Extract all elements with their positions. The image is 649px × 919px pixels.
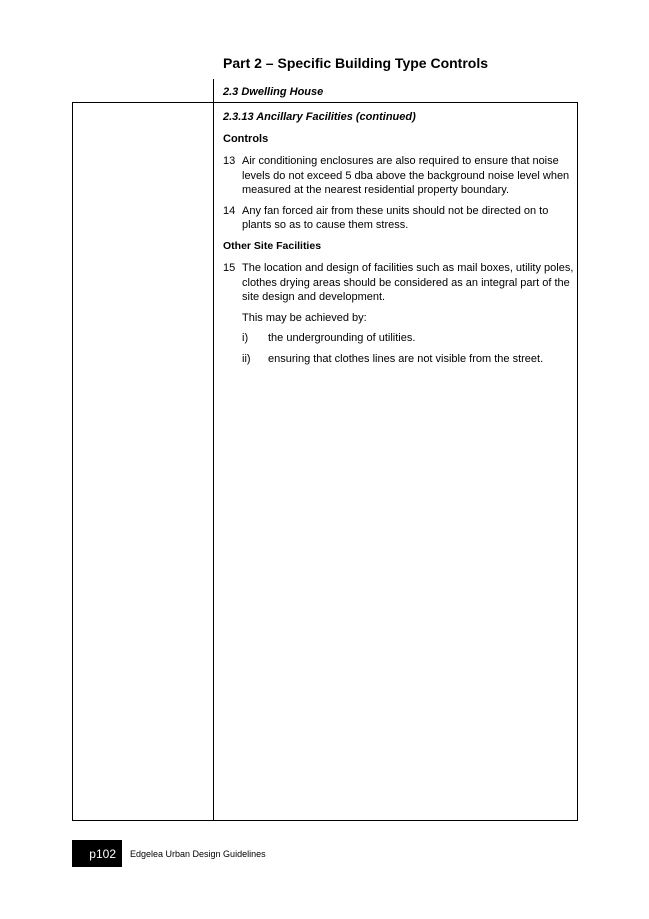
sub-item-numeral: ii) (242, 352, 251, 365)
control-text: The location and design of facilities such as mail boxes, utility poles, clothes drying areas should be considered as an integral part of the site design and development. (242, 262, 574, 303)
part-title: Part 2 – Specific Building Type Controls (223, 55, 489, 71)
sub-item-text: ensuring that clothes lines are not visible from the street. (268, 352, 544, 365)
sub-item-i (242, 331, 575, 346)
column-divider (213, 102, 214, 821)
control-item-15 (223, 261, 575, 305)
page-number-badge: p102 (72, 840, 122, 867)
column-divider-top (213, 79, 214, 103)
control-text: Any fan forced air from these units should not be directed on to plants so as to cause them stress. (242, 204, 549, 231)
sub-item-ii (242, 352, 575, 367)
document-title: Edgelea Urban Design Guidelines (130, 849, 266, 859)
controls-content (223, 110, 575, 372)
control-number: 15 (223, 262, 236, 274)
section-title: 2.3 Dwelling House (223, 86, 324, 98)
other-site-facilities-heading: Other Site Facilities (223, 239, 322, 252)
control-number: 14 (223, 204, 236, 217)
achieved-by-text: This may be achieved by: (242, 311, 367, 324)
control-number: 13 (223, 155, 236, 167)
subsection-title: 2.3.13 Ancillary Facilities (continued) (223, 111, 416, 123)
control-item-13 (223, 154, 575, 198)
control-item-14 (223, 204, 575, 233)
sub-item-numeral: i) (242, 332, 249, 344)
sub-item-text: the undergrounding of utilities. (268, 332, 416, 344)
control-text: Air conditioning enclosures are also required to ensure that noise levels do not exceed 5 dba above the background noise level when measured at the nearest residential property boundary. (242, 155, 570, 196)
controls-heading: Controls (223, 132, 269, 145)
